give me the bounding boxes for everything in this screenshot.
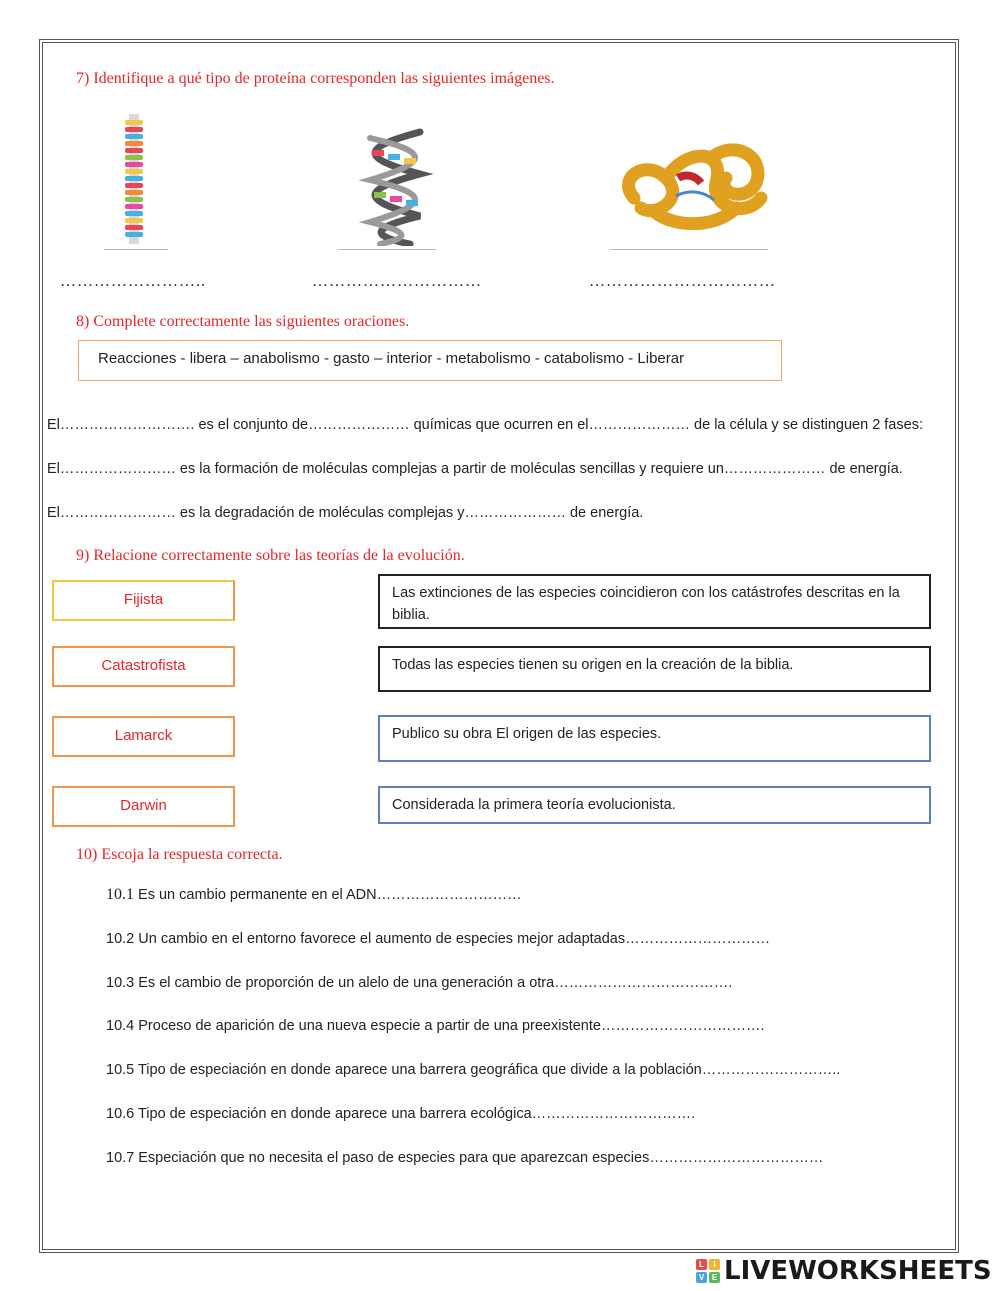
answer-line-3[interactable]: …………………………… — [589, 273, 776, 290]
image-1-underline — [104, 249, 168, 250]
question-8-title: 8) Complete correctamente las siguientes oraciones. — [76, 313, 410, 330]
match-right-1[interactable]: Las extinciones de las especies coincidieron con los catástrofes descritas en la biblia. — [378, 574, 931, 629]
logo-letter-i: I — [709, 1259, 720, 1270]
question-10-title: 10) Escoja la respuesta correcta. — [76, 846, 283, 863]
match-right-2[interactable]: Todas las especies tienen su origen en la creación de la biblia. — [378, 646, 931, 692]
logo-letter-e: E — [709, 1272, 720, 1283]
double-helix-image — [350, 128, 440, 246]
globular-protein-image — [616, 138, 776, 230]
sentence-2[interactable]: El…………………… es la formación de moléculas complejas a partir de moléculas sencillas y requiere un………………… de energía. — [47, 461, 903, 477]
globular-red-segment — [678, 176, 701, 183]
match-left-darwin[interactable]: Darwin — [52, 786, 235, 827]
item-10-5[interactable]: 10.5 Tipo de especiación en donde aparece una barrera geográfica que divide a la población……………………….. — [106, 1062, 841, 1078]
logo-letter-l: L — [696, 1259, 707, 1270]
match-right-3[interactable]: Publico su obra El origen de las especies. — [378, 715, 931, 762]
question-7-title: 7) Identifique a qué tipo de proteína corresponden las siguientes imágenes. — [76, 70, 555, 87]
match-left-catastrofista[interactable]: Catastrofista — [52, 646, 235, 687]
item-10-2[interactable]: 10.2 Un cambio en el entorno favorece el aumento de especies mejor adaptadas………………………… — [106, 931, 771, 947]
item-10-4[interactable]: 10.4 Proceso de aparición de una nueva especie a partir de una preexistente……………………………. — [106, 1018, 765, 1034]
item-10-3[interactable]: 10.3 Es el cambio de proporción de un alelo de una generación a otra………………………………. — [106, 975, 733, 991]
logo-text: LIVEWORKSHEETS — [724, 1256, 992, 1286]
item-10-1[interactable] — [106, 886, 522, 904]
liveworksheets-logo — [696, 1256, 992, 1286]
answer-line-2[interactable]: ………………………… — [312, 273, 482, 290]
globular-coils — [628, 150, 761, 224]
question-9-title: 9) Relacione correctamente sobre las teorías de la evolución. — [76, 547, 465, 564]
answer-line-1[interactable]: …………………….. — [60, 273, 206, 290]
item-10-1-number: 10.1 — [106, 886, 134, 903]
alpha-helix-image — [112, 112, 156, 250]
match-right-4[interactable]: Considerada la primera teoría evolucionista. — [378, 786, 931, 824]
match-left-fijista[interactable]: Fijista — [52, 580, 235, 621]
image-3-underline — [610, 249, 768, 250]
logo-letter-v: V — [696, 1272, 707, 1283]
image-2-underline — [338, 249, 436, 250]
item-10-6[interactable]: 10.6 Tipo de especiación en donde aparece una barrera ecológica……………………………. — [106, 1106, 696, 1122]
match-left-lamarck[interactable]: Lamarck — [52, 716, 235, 757]
logo-icon — [696, 1259, 720, 1283]
globular-blue-segment — [676, 192, 714, 200]
item-10-1-text: Es un cambio permanente en el ADN………………………… — [134, 887, 522, 903]
item-10-7[interactable]: 10.7 Especiación que no necesita el paso de especies para que aparezcan especies……………………………… — [106, 1150, 824, 1166]
sentence-3[interactable]: El…………………… es la degradación de moléculas complejas y………………… de energía. — [47, 505, 644, 521]
word-bank: Reacciones - libera – anabolismo - gasto – interior - metabolismo - catabolismo - Liberar — [78, 340, 782, 381]
sentence-1[interactable]: El………………………. es el conjunto de………………… químicas que ocurren en el………………… de la célula y se distinguen 2 fases: — [47, 417, 923, 433]
helix-segments — [125, 120, 143, 237]
